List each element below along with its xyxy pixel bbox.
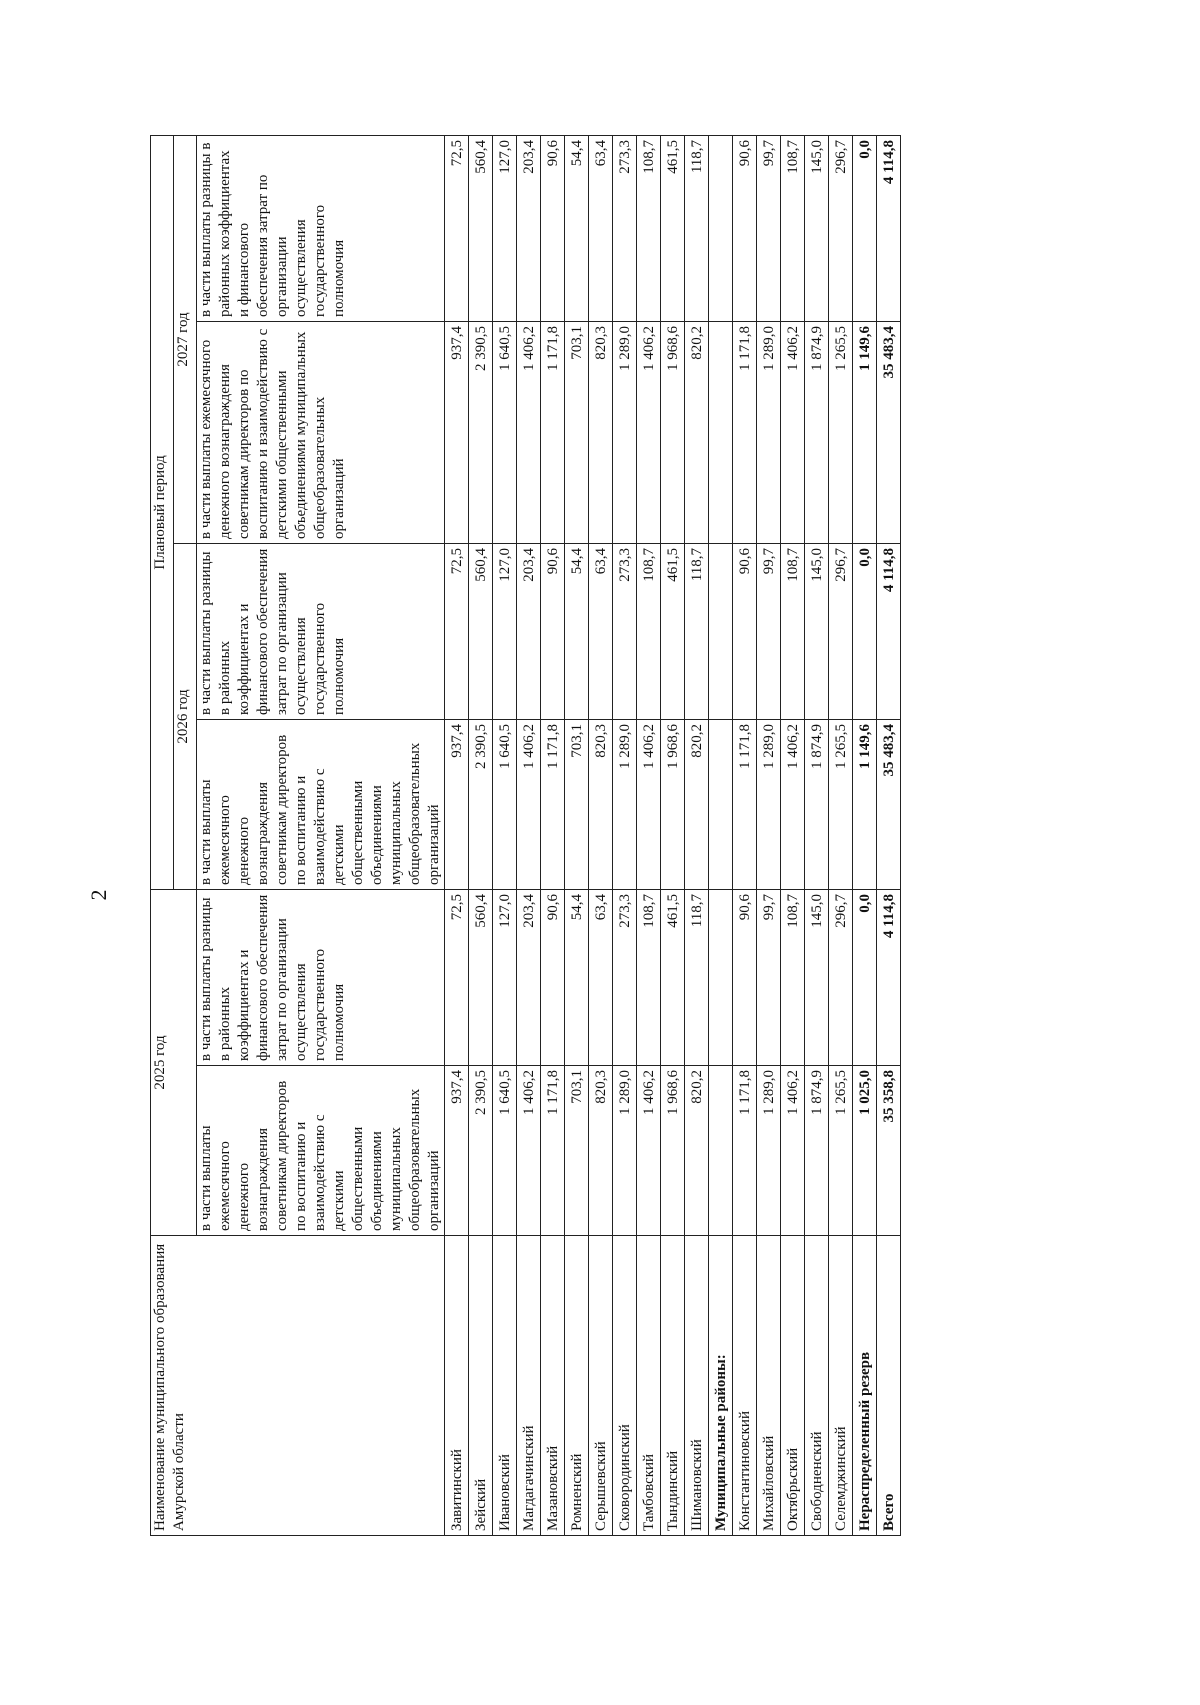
cell-a26: 703,1 bbox=[565, 719, 589, 889]
cell-a25: 2 390,5 bbox=[469, 1066, 493, 1236]
table-row bbox=[517, 135, 541, 1535]
cell-b25: 118,7 bbox=[685, 889, 709, 1065]
cell-b26: 296,7 bbox=[829, 543, 853, 719]
cell-b26: 560,4 bbox=[469, 543, 493, 719]
row-name: Селемджинский bbox=[829, 1236, 853, 1536]
cell-a27: 1 265,5 bbox=[829, 321, 853, 543]
cell-a26 bbox=[709, 719, 733, 889]
cell-b27: 99,7 bbox=[757, 135, 781, 321]
cell-a27: 1 289,0 bbox=[613, 321, 637, 543]
cell-b25: 90,6 bbox=[541, 889, 565, 1065]
table-row bbox=[829, 135, 853, 1535]
table-row bbox=[565, 135, 589, 1535]
cell-a26: 820,2 bbox=[685, 719, 709, 889]
row-name: Сковородинский bbox=[613, 1236, 637, 1536]
cell-b26: 99,7 bbox=[757, 543, 781, 719]
cell-a27: 1 171,8 bbox=[541, 321, 565, 543]
cell-b25: 90,6 bbox=[733, 889, 757, 1065]
row-name: Нераспределенный резерв bbox=[853, 1236, 877, 1536]
row-name: Мазановский bbox=[541, 1236, 565, 1536]
cell-a27: 820,3 bbox=[589, 321, 613, 543]
cell-b27 bbox=[709, 135, 733, 321]
cell-b25: 108,7 bbox=[781, 889, 805, 1065]
cell-a26: 937,4 bbox=[445, 719, 469, 889]
table-row bbox=[733, 135, 757, 1535]
cell-a26: 1 171,8 bbox=[733, 719, 757, 889]
cell-a25: 1 874,9 bbox=[805, 1066, 829, 1236]
table-row bbox=[853, 135, 877, 1535]
cell-b27: 72,5 bbox=[445, 135, 469, 321]
cell-b26: 118,7 bbox=[685, 543, 709, 719]
cell-b25: 296,7 bbox=[829, 889, 853, 1065]
cell-a26: 1 265,5 bbox=[829, 719, 853, 889]
cell-a25: 1 171,8 bbox=[733, 1066, 757, 1236]
cell-b25: 4 114,8 bbox=[877, 889, 901, 1065]
cell-b25: 127,0 bbox=[493, 889, 517, 1065]
row-name: Серышевский bbox=[589, 1236, 613, 1536]
cell-a25: 1 025,0 bbox=[853, 1066, 877, 1236]
cell-a25: 820,2 bbox=[685, 1066, 709, 1236]
cell-a26: 1 406,2 bbox=[637, 719, 661, 889]
cell-b26: 145,0 bbox=[805, 543, 829, 719]
cell-b25: 0,0 bbox=[853, 889, 877, 1065]
cell-a26: 1 874,9 bbox=[805, 719, 829, 889]
cell-a26: 1 968,6 bbox=[661, 719, 685, 889]
cell-b27: 127,0 bbox=[493, 135, 517, 321]
cell-b27: 273,3 bbox=[613, 135, 637, 321]
cell-a27: 35 483,4 bbox=[877, 321, 901, 543]
table-row bbox=[493, 135, 517, 1535]
table-row bbox=[709, 135, 733, 1535]
cell-b27: 296,7 bbox=[829, 135, 853, 321]
cell-b27: 63,4 bbox=[589, 135, 613, 321]
cell-b25: 203,4 bbox=[517, 889, 541, 1065]
cell-a25: 937,4 bbox=[445, 1066, 469, 1236]
cell-a26: 820,3 bbox=[589, 719, 613, 889]
cell-b26: 54,4 bbox=[565, 543, 589, 719]
cell-a27: 1 406,2 bbox=[517, 321, 541, 543]
header-name-column: Наименование муниципального образования Амурской области bbox=[151, 1236, 445, 1536]
cell-b27: 108,7 bbox=[637, 135, 661, 321]
cell-b26: 108,7 bbox=[781, 543, 805, 719]
table-row bbox=[589, 135, 613, 1535]
header-2027-councillor-pay: в части выплаты ежемесячного денежного вознаграждения советникам директоров по воспитанию и взаимодействию с детскими общественными объединениями муниципальных общеобразовательных организаций bbox=[197, 321, 445, 543]
cell-b26: 461,5 bbox=[661, 543, 685, 719]
cell-b26: 127,0 bbox=[493, 543, 517, 719]
cell-b26 bbox=[709, 543, 733, 719]
cell-b27: 90,6 bbox=[541, 135, 565, 321]
cell-b26: 90,6 bbox=[541, 543, 565, 719]
cell-a26: 1 289,0 bbox=[757, 719, 781, 889]
row-name: Завитинский bbox=[445, 1236, 469, 1536]
page-number: 2 bbox=[86, 889, 111, 901]
row-name: Тындинский bbox=[661, 1236, 685, 1536]
table-row bbox=[781, 135, 805, 1535]
rotated-table-container bbox=[150, 136, 1170, 1536]
header-planning-period: Плановый период bbox=[151, 135, 174, 889]
row-name: Ивановский bbox=[493, 1236, 517, 1536]
cell-a26: 1 149,6 bbox=[853, 719, 877, 889]
table-row bbox=[685, 135, 709, 1535]
cell-b25: 560,4 bbox=[469, 889, 493, 1065]
cell-b26: 0,0 bbox=[853, 543, 877, 719]
header-2026-councillor-pay: в части выплаты ежемесячного денежного вознаграждения советникам директоров по воспитанию и взаимодействию с детскими общественными объединениями муниципальных общеобразовательных организаций bbox=[197, 719, 445, 889]
header-2027-regional-coefficient: в части выплаты разницы в районных коэффициентах и финансового обеспечения затрат по организации осуществления государственного полномочия bbox=[197, 135, 445, 321]
row-name: Свободненский bbox=[805, 1236, 829, 1536]
table-row bbox=[445, 135, 469, 1535]
cell-a25: 35 358,8 bbox=[877, 1066, 901, 1236]
table-row bbox=[661, 135, 685, 1535]
cell-a25: 820,3 bbox=[589, 1066, 613, 1236]
table-row bbox=[877, 135, 901, 1535]
cell-a25: 1 406,2 bbox=[781, 1066, 805, 1236]
cell-a25: 1 171,8 bbox=[541, 1066, 565, 1236]
row-name: Шимановский bbox=[685, 1236, 709, 1536]
table-row bbox=[541, 135, 565, 1535]
cell-b25 bbox=[709, 889, 733, 1065]
cell-b25: 461,5 bbox=[661, 889, 685, 1065]
cell-a26: 1 406,2 bbox=[517, 719, 541, 889]
cell-b26: 273,3 bbox=[613, 543, 637, 719]
budget-table bbox=[150, 135, 901, 1536]
cell-b26: 108,7 bbox=[637, 543, 661, 719]
cell-b27: 54,4 bbox=[565, 135, 589, 321]
row-name: Магдагачинский bbox=[517, 1236, 541, 1536]
row-name: Всего bbox=[877, 1236, 901, 1536]
cell-a26: 1 171,8 bbox=[541, 719, 565, 889]
row-name: Тамбовский bbox=[637, 1236, 661, 1536]
cell-a27: 1 406,2 bbox=[637, 321, 661, 543]
header-2026-regional-coefficient: в части выплаты разницы в районных коэффициентах и финансового обеспечения затрат по организации осуществления государственного полномочия bbox=[197, 543, 445, 719]
cell-a25 bbox=[709, 1066, 733, 1236]
row-name: Октябрьский bbox=[781, 1236, 805, 1536]
cell-a26: 35 483,4 bbox=[877, 719, 901, 889]
cell-b27: 145,0 bbox=[805, 135, 829, 321]
cell-a27: 1 640,5 bbox=[493, 321, 517, 543]
cell-b27: 118,7 bbox=[685, 135, 709, 321]
cell-b25: 273,3 bbox=[613, 889, 637, 1065]
header-2025-councillor-pay: в части выплаты ежемесячного денежного вознаграждения советникам директоров по воспитанию и взаимодействию с детскими общественными объединениями муниципальных общеобразовательных организаций bbox=[197, 1066, 445, 1236]
cell-a25: 1 406,2 bbox=[637, 1066, 661, 1236]
row-name: Константиновский bbox=[733, 1236, 757, 1536]
table-row bbox=[613, 135, 637, 1535]
cell-b26: 63,4 bbox=[589, 543, 613, 719]
table-row bbox=[637, 135, 661, 1535]
header-year-2025: 2025 год bbox=[151, 889, 197, 1235]
header-2025-regional-coefficient: в части выплаты разницы в районных коэффициентах и финансового обеспечения затрат по организации осуществления государственного полномочия bbox=[197, 889, 445, 1065]
header-year-2027: 2027 год bbox=[174, 135, 197, 543]
cell-a27: 1 149,6 bbox=[853, 321, 877, 543]
row-name: Михайловский bbox=[757, 1236, 781, 1536]
cell-a27: 2 390,5 bbox=[469, 321, 493, 543]
cell-b26: 203,4 bbox=[517, 543, 541, 719]
row-name: Муниципальные районы: bbox=[709, 1236, 733, 1536]
cell-b27: 108,7 bbox=[781, 135, 805, 321]
cell-b27: 560,4 bbox=[469, 135, 493, 321]
cell-b25: 108,7 bbox=[637, 889, 661, 1065]
cell-a26: 1 406,2 bbox=[781, 719, 805, 889]
cell-b25: 54,4 bbox=[565, 889, 589, 1065]
cell-a27: 1 968,6 bbox=[661, 321, 685, 543]
cell-b26: 90,6 bbox=[733, 543, 757, 719]
cell-b25: 145,0 bbox=[805, 889, 829, 1065]
cell-a27: 937,4 bbox=[445, 321, 469, 543]
cell-a25: 1 289,0 bbox=[613, 1066, 637, 1236]
table-row bbox=[757, 135, 781, 1535]
table-body bbox=[445, 135, 901, 1535]
cell-a25: 1 289,0 bbox=[757, 1066, 781, 1236]
cell-b27: 90,6 bbox=[733, 135, 757, 321]
cell-b27: 0,0 bbox=[853, 135, 877, 321]
cell-a26: 1 640,5 bbox=[493, 719, 517, 889]
cell-a25: 1 265,5 bbox=[829, 1066, 853, 1236]
cell-b25: 72,5 bbox=[445, 889, 469, 1065]
cell-a26: 2 390,5 bbox=[469, 719, 493, 889]
cell-a27: 703,1 bbox=[565, 321, 589, 543]
cell-a27: 1 874,9 bbox=[805, 321, 829, 543]
cell-a27: 1 289,0 bbox=[757, 321, 781, 543]
cell-a26: 1 289,0 bbox=[613, 719, 637, 889]
row-name: Зейский bbox=[469, 1236, 493, 1536]
cell-b25: 99,7 bbox=[757, 889, 781, 1065]
cell-a27: 1 171,8 bbox=[733, 321, 757, 543]
cell-b27: 4 114,8 bbox=[877, 135, 901, 321]
row-name: Ромненский bbox=[565, 1236, 589, 1536]
cell-b27: 461,5 bbox=[661, 135, 685, 321]
cell-b26: 72,5 bbox=[445, 543, 469, 719]
cell-a27 bbox=[709, 321, 733, 543]
cell-b26: 4 114,8 bbox=[877, 543, 901, 719]
cell-a25: 703,1 bbox=[565, 1066, 589, 1236]
table-row bbox=[469, 135, 493, 1535]
table-row bbox=[805, 135, 829, 1535]
cell-a25: 1 968,6 bbox=[661, 1066, 685, 1236]
cell-b27: 203,4 bbox=[517, 135, 541, 321]
header-year-2026: 2026 год bbox=[174, 543, 197, 889]
cell-a25: 1 640,5 bbox=[493, 1066, 517, 1236]
cell-b25: 63,4 bbox=[589, 889, 613, 1065]
cell-a25: 1 406,2 bbox=[517, 1066, 541, 1236]
cell-a27: 820,2 bbox=[685, 321, 709, 543]
cell-a27: 1 406,2 bbox=[781, 321, 805, 543]
